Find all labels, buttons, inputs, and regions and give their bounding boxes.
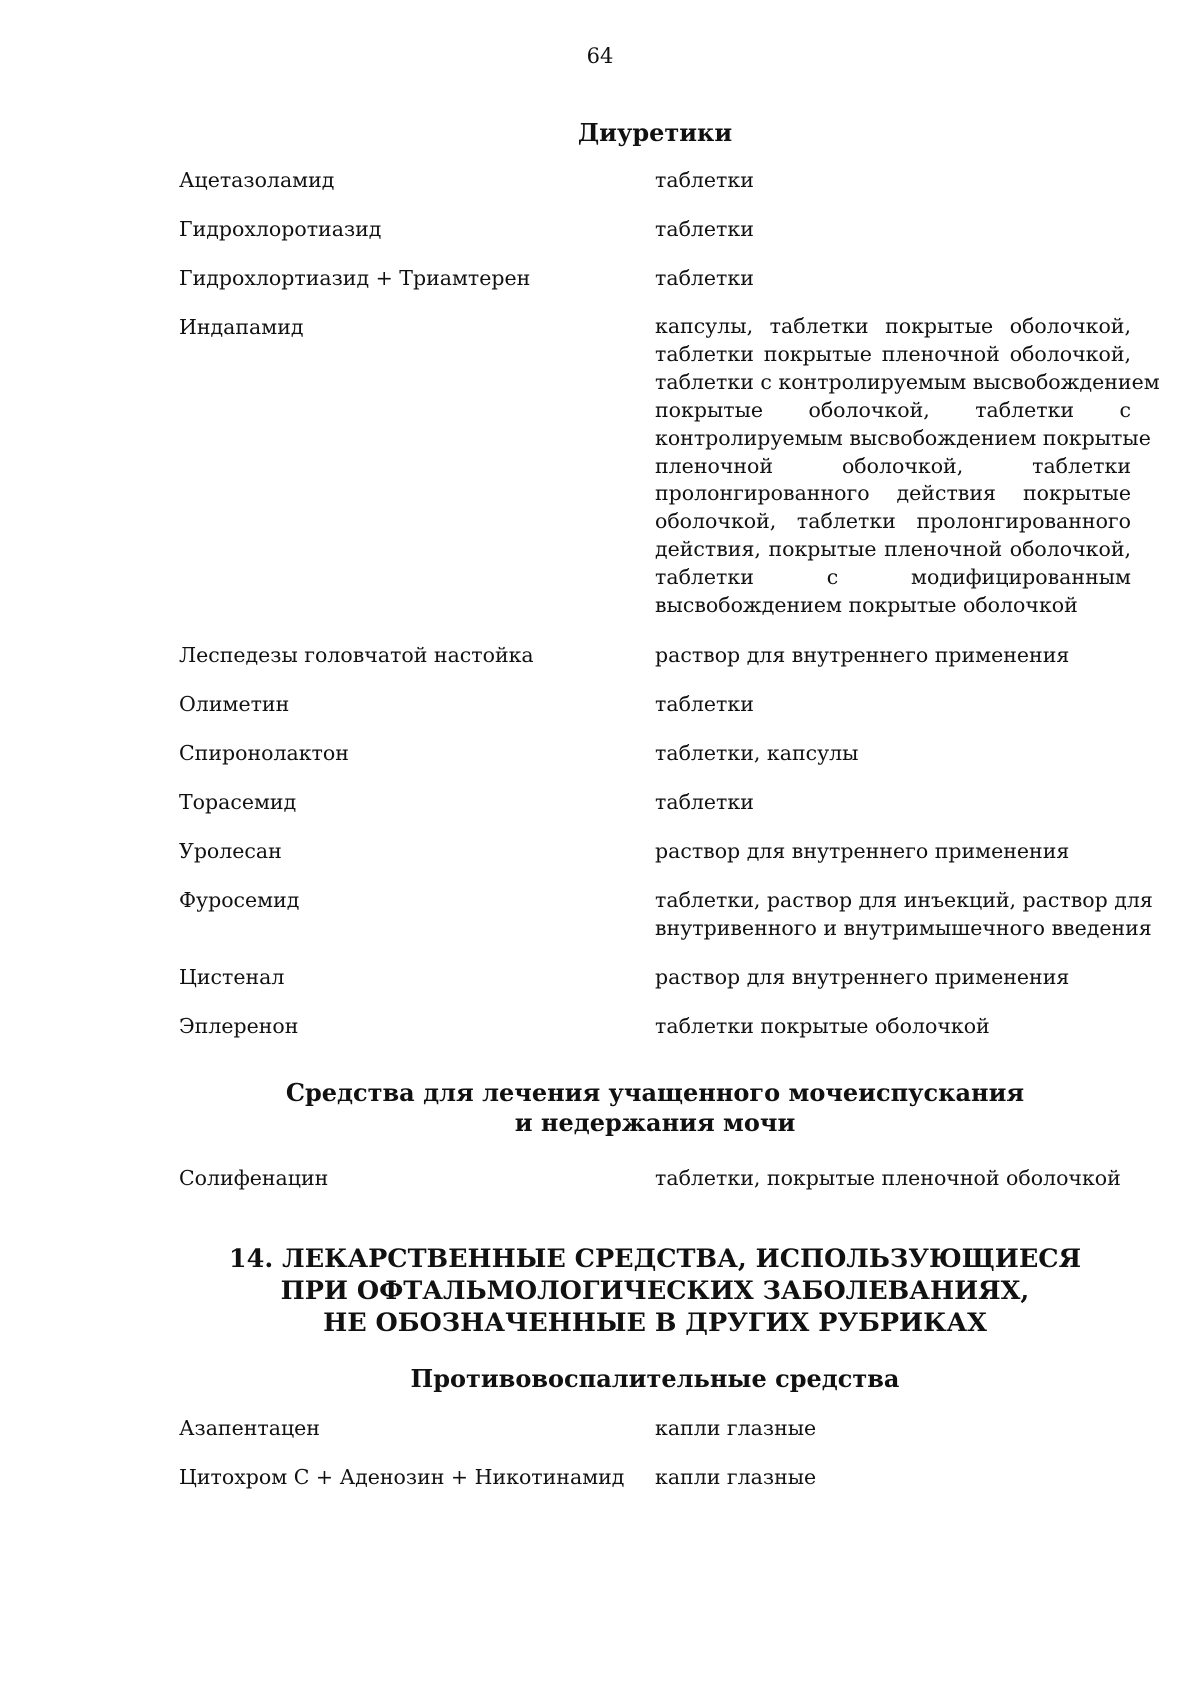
table-row xyxy=(179,641,1131,690)
table-row xyxy=(179,166,1131,215)
drug-name: Индапамид xyxy=(179,315,304,339)
section-anti-inflammatory xyxy=(179,1364,1131,1394)
drug-name: Леспедезы головчатой настойка xyxy=(179,643,534,667)
drug-name: Уролесан xyxy=(179,839,282,863)
drug-table-diuretics xyxy=(179,166,1160,1052)
dosage-form: таблетки xyxy=(655,692,754,716)
dosage-form: таблетки xyxy=(655,168,754,192)
dosage-form-line: покрытые оболочкой, таблетки с xyxy=(655,397,1131,422)
dosage-form-line: пленочной оболочкой, таблетки xyxy=(655,453,1131,478)
table-row xyxy=(179,1164,1131,1204)
chapter-title-line: НЕ ОБОЗНАЧЕННЫЕ В ДРУГИХ РУБРИКАХ xyxy=(323,1308,987,1338)
drug-name: Солифенацин xyxy=(179,1166,329,1190)
drug-table-incontinence xyxy=(179,1164,1131,1204)
table-row xyxy=(179,690,1131,739)
dosage-form-line: пролонгированного действия покрытые xyxy=(655,481,1131,506)
dosage-form: капли глазные xyxy=(655,1465,817,1489)
dosage-form-line: таблетки с модифицированным xyxy=(655,565,1131,590)
dosage-form-line: капсулы, таблетки покрытые оболочкой, xyxy=(655,314,1131,338)
table-row xyxy=(179,1414,1131,1463)
section-title: Противовоспалительные средства xyxy=(410,1364,900,1393)
section-diuretics xyxy=(179,118,1131,148)
dosage-form-line: действия, покрытые пленочной оболочкой, xyxy=(655,537,1131,562)
table-row xyxy=(179,739,1131,788)
drug-name: Олиметин xyxy=(179,692,290,716)
table-row xyxy=(179,313,1160,641)
drug-name: Спиронолактон xyxy=(179,741,349,765)
table-row xyxy=(179,837,1131,886)
dosage-form: раствор для внутреннего применения xyxy=(655,643,1070,667)
dosage-form-line: таблетки с контролируемым высвобождением xyxy=(655,369,1160,394)
drug-name: Цитохром С + Аденозин + Никотинамид xyxy=(179,1465,625,1489)
dosage-form-line: контролируемым высвобождением покрытые xyxy=(655,425,1151,450)
dosage-form: таблетки покрытые оболочкой xyxy=(655,1014,990,1038)
table-row xyxy=(179,1012,1131,1052)
dosage-form: раствор для внутреннего применения xyxy=(655,965,1070,989)
drug-name: Эплеренон xyxy=(179,1014,299,1038)
drug-table-anti-inflammatory xyxy=(179,1414,1131,1503)
dosage-form: таблетки xyxy=(655,266,754,290)
table-row xyxy=(179,1463,1131,1503)
dosage-form: раствор для внутреннего применения xyxy=(655,839,1070,863)
dosage-form-line: таблетки покрытые пленочной оболочкой, xyxy=(655,341,1131,366)
drug-name: Гидрохлоротиазид xyxy=(179,217,382,241)
dosage-form-line: внутривенного и внутримышечного введения xyxy=(655,916,1152,940)
dosage-form: таблетки, капсулы xyxy=(655,741,859,765)
dosage-form-line: таблетки, раствор для инъекций, раствор для xyxy=(655,888,1153,912)
table-row xyxy=(179,963,1131,1012)
chapter-heading xyxy=(179,1243,1131,1339)
dosage-form-line: оболочкой, таблетки пролонгированного xyxy=(655,509,1131,534)
page-number: 64 xyxy=(586,44,614,68)
dosage-form xyxy=(655,886,1153,942)
dosage-form: таблетки xyxy=(655,217,754,241)
table-row xyxy=(179,215,1131,264)
section-incontinence xyxy=(179,1078,1131,1138)
drug-name: Фуросемид xyxy=(179,888,300,912)
table-row xyxy=(179,788,1131,837)
drug-name: Азапентацен xyxy=(179,1416,320,1440)
section-title-line: Средства для лечения учащенного мочеиспускания xyxy=(285,1078,1025,1107)
chapter-title-line: 14. ЛЕКАРСТВЕННЫЕ СРЕДСТВА, ИСПОЛЬЗУЮЩИЕСЯ xyxy=(228,1244,1082,1274)
chapter-title-line: ПРИ ОФТАЛЬМОЛОГИЧЕСКИХ ЗАБОЛЕВАНИЯХ, xyxy=(280,1276,1030,1306)
dosage-form: капли глазные xyxy=(655,1416,817,1440)
table-row xyxy=(179,886,1153,963)
dosage-form xyxy=(655,313,1160,620)
drug-name: Гидрохлортиазид + Триамтерен xyxy=(179,266,531,290)
drug-name: Ацетазоламид xyxy=(179,168,335,192)
drug-name: Цистенал xyxy=(179,965,285,989)
dosage-form: таблетки xyxy=(655,790,754,814)
table-row xyxy=(179,264,1131,313)
section-title-line: и недержания мочи xyxy=(514,1108,796,1137)
dosage-form-line: высвобождением покрытые оболочкой xyxy=(655,593,1078,618)
dosage-form: таблетки, покрытые пленочной оболочкой xyxy=(655,1166,1121,1190)
drug-name: Торасемид xyxy=(179,790,297,814)
section-title: Диуретики xyxy=(577,118,733,147)
